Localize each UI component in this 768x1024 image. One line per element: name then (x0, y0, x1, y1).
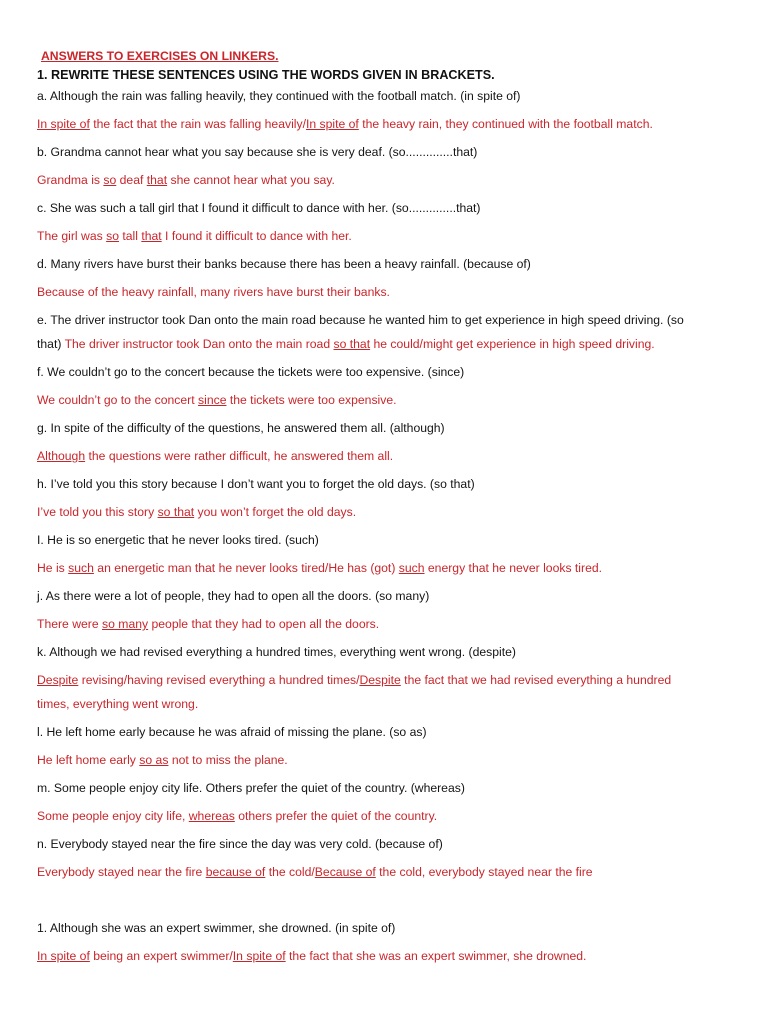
answer-text: the fact that the rain was falling heavily/ (89, 117, 306, 131)
question-l: l. He left home early because he was afraid of missing the plane. (so as) (37, 725, 427, 739)
answer-text: she cannot hear what you say. (167, 173, 335, 187)
linker-word: such (68, 561, 94, 575)
answer-text: the fact that we had revised everything a hundred (400, 673, 672, 687)
section-heading: 1. REWRITE THESE SENTENCES USING THE WORDS GIVEN IN BRACKETS. (37, 68, 495, 82)
answer-l (37, 753, 752, 767)
question-g: g. In spite of the difficulty of the questions, he answered them all. (although) (37, 421, 445, 435)
answer-text: you won’t forget the old days. (194, 505, 357, 519)
answer-c (37, 229, 752, 243)
answer-text: deaf (116, 173, 147, 187)
answer-b (37, 173, 752, 187)
linker-word: such (398, 561, 425, 575)
answer-e (65, 337, 655, 351)
answer-text: There were (37, 617, 103, 631)
answer-text: revising/having revised everything a hundred times/ (78, 673, 360, 687)
answer-a (37, 117, 752, 131)
answer-k (37, 673, 752, 687)
question-n: n. Everybody stayed near the fire since the day was very cold. (because of) (37, 837, 443, 851)
answer-text: Some people enjoy city life, (37, 809, 189, 823)
answer-text: The driver instructor took Dan onto the main road (64, 337, 334, 351)
linker-word: Because of (314, 865, 376, 879)
answer-h (37, 505, 752, 519)
answer-text: not to miss the plane. (168, 753, 288, 767)
linker-word: whereas (188, 809, 235, 823)
answer-d (37, 285, 752, 299)
question-b: b. Grandma cannot hear what you say because she is very deaf. (so..............that) (37, 145, 478, 159)
document-title: ANSWERS TO EXERCISES ON LINKERS. (41, 49, 279, 63)
answer-text: the heavy rain, they continued with the football match. (358, 117, 653, 131)
answer-text: the questions were rather difficult, he answered them all. (85, 449, 394, 463)
answer-text: The girl was (37, 229, 107, 243)
answer-text: Because of the heavy rainfall, many rivers have burst their banks. (37, 285, 390, 299)
linker-word: Despite (359, 673, 401, 687)
answer-text: I found it difficult to dance with her. (161, 229, 352, 243)
question-e-tail: that) (37, 337, 62, 351)
question-a: a. Although the rain was falling heavily, they continued with the football match. (in spite of) (37, 89, 521, 103)
answer-text: the fact that she was an expert swimmer, she drowned. (285, 949, 587, 963)
linker-word: In spite of (232, 949, 286, 963)
linker-word: In spite of (37, 949, 90, 963)
linker-word: Despite (37, 673, 79, 687)
question-k: k. Although we had revised everything a hundred times, everything went wrong. (despite) (37, 645, 516, 659)
linker-word: so as (139, 753, 169, 767)
linker-word: Although (37, 449, 86, 463)
question-2-1: 1. Although she was an expert swimmer, she drowned. (in spite of) (37, 921, 396, 935)
question-f: f. We couldn’t go to the concert because the tickets were too expensive. (since) (37, 365, 465, 379)
answer-text: Grandma is (37, 173, 104, 187)
linker-word: so (103, 173, 117, 187)
linker-word: so many (102, 617, 149, 631)
question-j: j. As there were a lot of people, they had to open all the doors. (so many) (37, 589, 430, 603)
answer-text: others prefer the quiet of the country. (234, 809, 438, 823)
linker-word: so that (157, 505, 195, 519)
answer-text: people that they had to open all the doors. (148, 617, 380, 631)
answer-text: being an expert swimmer/ (89, 949, 233, 963)
question-m: m. Some people enjoy city life. Others prefer the quiet of the country. (whereas) (37, 781, 465, 795)
answer-text: Everybody stayed near the fire (37, 865, 206, 879)
question-h: h. I’ve told you this story because I don’t want you to forget the old days. (so that) (37, 477, 475, 491)
question-e-line2 (37, 337, 752, 351)
answer-text: I’ve told you this story (37, 505, 158, 519)
answer-text: the tickets were too expensive. (226, 393, 397, 407)
linker-word: that (141, 229, 162, 243)
linker-word: because of (205, 865, 266, 879)
question-i: I. He is so energetic that he never looks tired. (such) (37, 533, 319, 547)
answer-k-line2: times, everything went wrong. (37, 697, 199, 711)
answer-m (37, 809, 752, 823)
question-e: e. The driver instructor took Dan onto the main road because he wanted him to get experience in high speed driving. (so (37, 313, 684, 327)
answer-text: he could/might get experience in high speed driving. (370, 337, 655, 351)
answer-j (37, 617, 752, 631)
answer-i (37, 561, 752, 575)
answer-g (37, 449, 752, 463)
linker-word: since (198, 393, 227, 407)
answer-f (37, 393, 752, 407)
question-c: c. She was such a tall girl that I found it difficult to dance with her. (so..............that) (37, 201, 481, 215)
answer-2-1 (37, 949, 752, 963)
answer-n (37, 865, 752, 879)
question-d: d. Many rivers have burst their banks because there has been a heavy rainfall. (because of) (37, 257, 531, 271)
linker-word: that (146, 173, 168, 187)
answer-text: energy that he never looks tired. (424, 561, 603, 575)
answer-text: an energetic man that he never looks tired/He has (got) (93, 561, 399, 575)
answer-text: We couldn’t go to the concert (37, 393, 199, 407)
answer-text: tall (118, 229, 142, 243)
answer-text: the cold, everybody stayed near the fire (375, 865, 593, 879)
linker-word: so (106, 229, 119, 243)
answer-text: He left home early (37, 753, 140, 767)
answer-text: He is (37, 561, 69, 575)
answer-text: the cold/ (265, 865, 315, 879)
linker-word: In spite of (305, 117, 359, 131)
linker-word: In spite of (37, 117, 90, 131)
linker-word: so that (333, 337, 371, 351)
